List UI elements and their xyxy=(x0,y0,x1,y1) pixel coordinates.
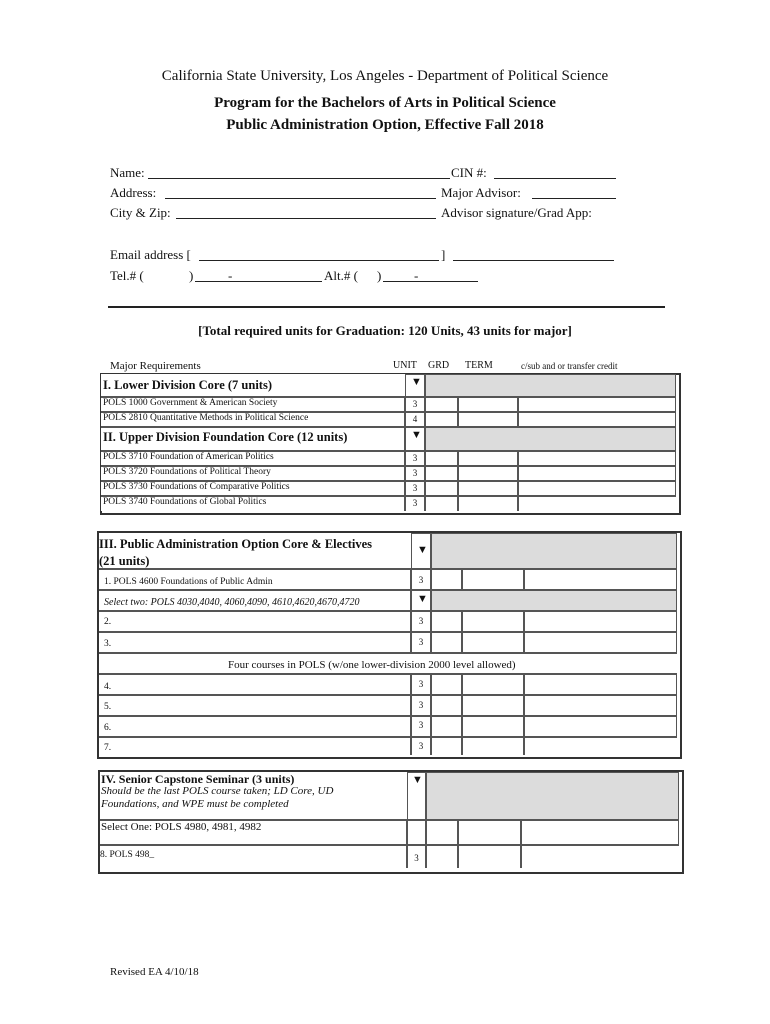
grade-cell[interactable] xyxy=(425,481,458,496)
lower-dropdown-icon[interactable]: ▼ xyxy=(411,376,422,388)
signature-field[interactable] xyxy=(453,260,614,261)
term-cell[interactable] xyxy=(458,496,518,511)
pubadmin-units: (21 units) xyxy=(99,554,150,568)
term-cell[interactable] xyxy=(462,674,524,695)
address-label: Address: xyxy=(110,185,157,200)
credit-cell[interactable] xyxy=(524,716,677,737)
grade-cell[interactable] xyxy=(425,412,458,427)
credit-cell[interactable] xyxy=(521,845,679,868)
lower-division-title: I. Lower Division Core (7 units) xyxy=(103,378,272,392)
course-row-2: 2. xyxy=(104,617,112,627)
course-row-6: 6. xyxy=(104,723,112,733)
units-pols3740: 3 xyxy=(412,498,418,508)
capstone-dropdown-icon[interactable]: ▼ xyxy=(412,774,423,786)
cin-field[interactable] xyxy=(494,178,616,179)
credit-cell[interactable] xyxy=(524,737,677,755)
tel-label: Tel.# ( xyxy=(110,268,144,283)
units-row-2: 3 xyxy=(418,616,424,626)
grade-cell[interactable] xyxy=(431,569,462,590)
credit-cell[interactable] xyxy=(518,481,676,496)
term-cell[interactable] xyxy=(462,569,524,590)
term-cell[interactable] xyxy=(458,466,518,481)
term-cell[interactable] xyxy=(462,695,524,716)
units-row-5: 3 xyxy=(418,700,424,710)
credit-cell[interactable] xyxy=(518,451,676,466)
credit-cell[interactable] xyxy=(524,695,677,716)
credit-cell[interactable] xyxy=(524,569,677,590)
major-advisor-label: Major Advisor: xyxy=(441,185,521,200)
address-field[interactable] xyxy=(165,198,436,199)
upper-division-title: II. Upper Division Foundation Core (12 units) xyxy=(103,430,348,444)
term-cell[interactable] xyxy=(458,397,518,412)
term-cell[interactable] xyxy=(458,412,518,427)
units-pols1000: 3 xyxy=(412,399,418,409)
alt-tel-paren: ) xyxy=(377,268,382,283)
course-row-4: 4. xyxy=(104,682,112,692)
units-pols3720: 3 xyxy=(412,468,418,478)
course-pols4600: 1. POLS 4600 Foundations of Public Admin xyxy=(104,577,273,587)
term-cell[interactable] xyxy=(458,451,518,466)
credit-cell[interactable] xyxy=(518,496,676,511)
email-close-bracket: ] xyxy=(441,247,446,262)
credit-cell[interactable] xyxy=(518,466,676,481)
course-pols3720: POLS 3720 Foundations of Political Theory xyxy=(103,467,271,477)
pubadmin-dropdown-icon[interactable]: ▼ xyxy=(417,544,428,556)
grade-cell[interactable] xyxy=(426,845,458,868)
upper-dropdown-icon[interactable]: ▼ xyxy=(411,429,422,441)
term-cell[interactable] xyxy=(462,737,524,755)
term-cell[interactable] xyxy=(462,632,524,653)
four-courses-note: Four courses in POLS (w/one lower-division 2000 level allowed) xyxy=(228,659,516,671)
city-zip-label: City & Zip: xyxy=(110,205,171,220)
email-field[interactable] xyxy=(199,260,439,261)
units-pols3730: 3 xyxy=(412,483,418,493)
tel-field[interactable] xyxy=(195,281,322,282)
grade-cell[interactable] xyxy=(425,466,458,481)
units-pols2810: 4 xyxy=(412,414,418,424)
course-row-5: 5. xyxy=(104,702,112,712)
units-row-7: 3 xyxy=(418,741,424,751)
name-field[interactable] xyxy=(148,178,450,179)
credit-cell[interactable] xyxy=(518,397,676,412)
tel-dash: - xyxy=(228,268,233,283)
units-pols498: 3 xyxy=(414,853,419,863)
term-cell[interactable] xyxy=(458,820,521,845)
alt-tel-dash: - xyxy=(414,268,419,283)
grade-cell[interactable] xyxy=(425,397,458,412)
grade-cell[interactable] xyxy=(431,674,462,695)
program-title: Program for the Bachelors of Arts in Political Science xyxy=(214,95,556,111)
course-row-7: 7. xyxy=(104,743,112,753)
units-row-6: 3 xyxy=(418,720,424,730)
alt-tel-label: Alt.# ( xyxy=(324,268,358,283)
term-cell[interactable] xyxy=(458,481,518,496)
grade-cell[interactable] xyxy=(425,451,458,466)
course-pols3710: POLS 3710 Foundation of American Politics xyxy=(103,452,274,462)
cin-label: CIN #: xyxy=(451,165,487,180)
capstone-note-1: Should be the last POLS course taken; LD Core, UD xyxy=(101,785,334,797)
tel-paren: ) xyxy=(189,268,194,283)
col-unit: UNIT xyxy=(393,360,417,371)
grade-cell[interactable] xyxy=(431,695,462,716)
name-label: Name: xyxy=(110,165,145,180)
revision-footer: Revised EA 4/10/18 xyxy=(110,966,199,978)
col-credit: c/sub and or transfer credit xyxy=(521,361,618,371)
col-term: TERM xyxy=(465,360,493,371)
units-pols4600: 3 xyxy=(418,575,424,585)
course-pols2810: POLS 2810 Quantitative Methods in Political Science xyxy=(103,413,309,423)
grade-cell[interactable] xyxy=(425,496,458,511)
course-row-3: 3. xyxy=(104,639,112,649)
major-advisor-field[interactable] xyxy=(532,198,616,199)
grade-cell[interactable] xyxy=(431,611,462,632)
divider-rule xyxy=(108,306,665,308)
select-two-note: Select two: POLS 4030,4040, 4060,4090, 4610,4620,4670,4720 xyxy=(104,597,360,608)
term-cell[interactable] xyxy=(462,611,524,632)
select-two-dropdown-icon[interactable]: ▼ xyxy=(417,593,428,605)
term-cell[interactable] xyxy=(458,845,521,868)
credit-cell[interactable] xyxy=(524,632,677,653)
grade-cell[interactable] xyxy=(431,737,462,755)
total-units-note: [Total required units for Graduation: 120 Units, 43 units for major] xyxy=(198,323,572,338)
alt-tel-field[interactable] xyxy=(383,281,478,282)
option-title: Public Administration Option, Effective Fall 2018 xyxy=(226,117,544,133)
grade-cell[interactable] xyxy=(431,632,462,653)
credit-cell[interactable] xyxy=(524,674,677,695)
grade-cell[interactable] xyxy=(431,716,462,737)
course-pols3730: POLS 3730 Foundations of Comparative Politics xyxy=(103,482,290,492)
course-pols498: 8. POLS 498_ xyxy=(100,850,155,860)
term-cell[interactable] xyxy=(462,716,524,737)
email-label: Email address [ xyxy=(110,247,191,262)
select-one-note: Select One: POLS 4980, 4981, 4982 xyxy=(101,821,262,833)
city-zip-field[interactable] xyxy=(176,218,436,219)
capstone-title: IV. Senior Capstone Seminar (3 units) xyxy=(101,772,295,786)
credit-cell[interactable] xyxy=(524,611,677,632)
credit-cell[interactable] xyxy=(518,412,676,427)
department-heading: California State University, Los Angeles - Department of Political Science xyxy=(161,68,609,84)
col-grd: GRD xyxy=(428,360,450,371)
units-row-4: 3 xyxy=(418,679,424,689)
capstone-note-2: Foundations, and WPE must be completed xyxy=(101,798,289,810)
advisor-signature-label: Advisor signature/Grad App: xyxy=(441,205,592,220)
units-row-3: 3 xyxy=(418,637,424,647)
col-major-requirements: Major Requirements xyxy=(110,360,201,372)
credit-cell[interactable] xyxy=(521,820,679,845)
course-pols3740: POLS 3740 Foundations of Global Politics xyxy=(103,497,267,507)
course-pols1000: POLS 1000 Government & American Society xyxy=(103,398,278,408)
pubadmin-title: III. Public Administration Option Core & Electives xyxy=(99,537,373,551)
units-pols3710: 3 xyxy=(412,453,418,463)
grade-cell[interactable] xyxy=(426,820,458,845)
